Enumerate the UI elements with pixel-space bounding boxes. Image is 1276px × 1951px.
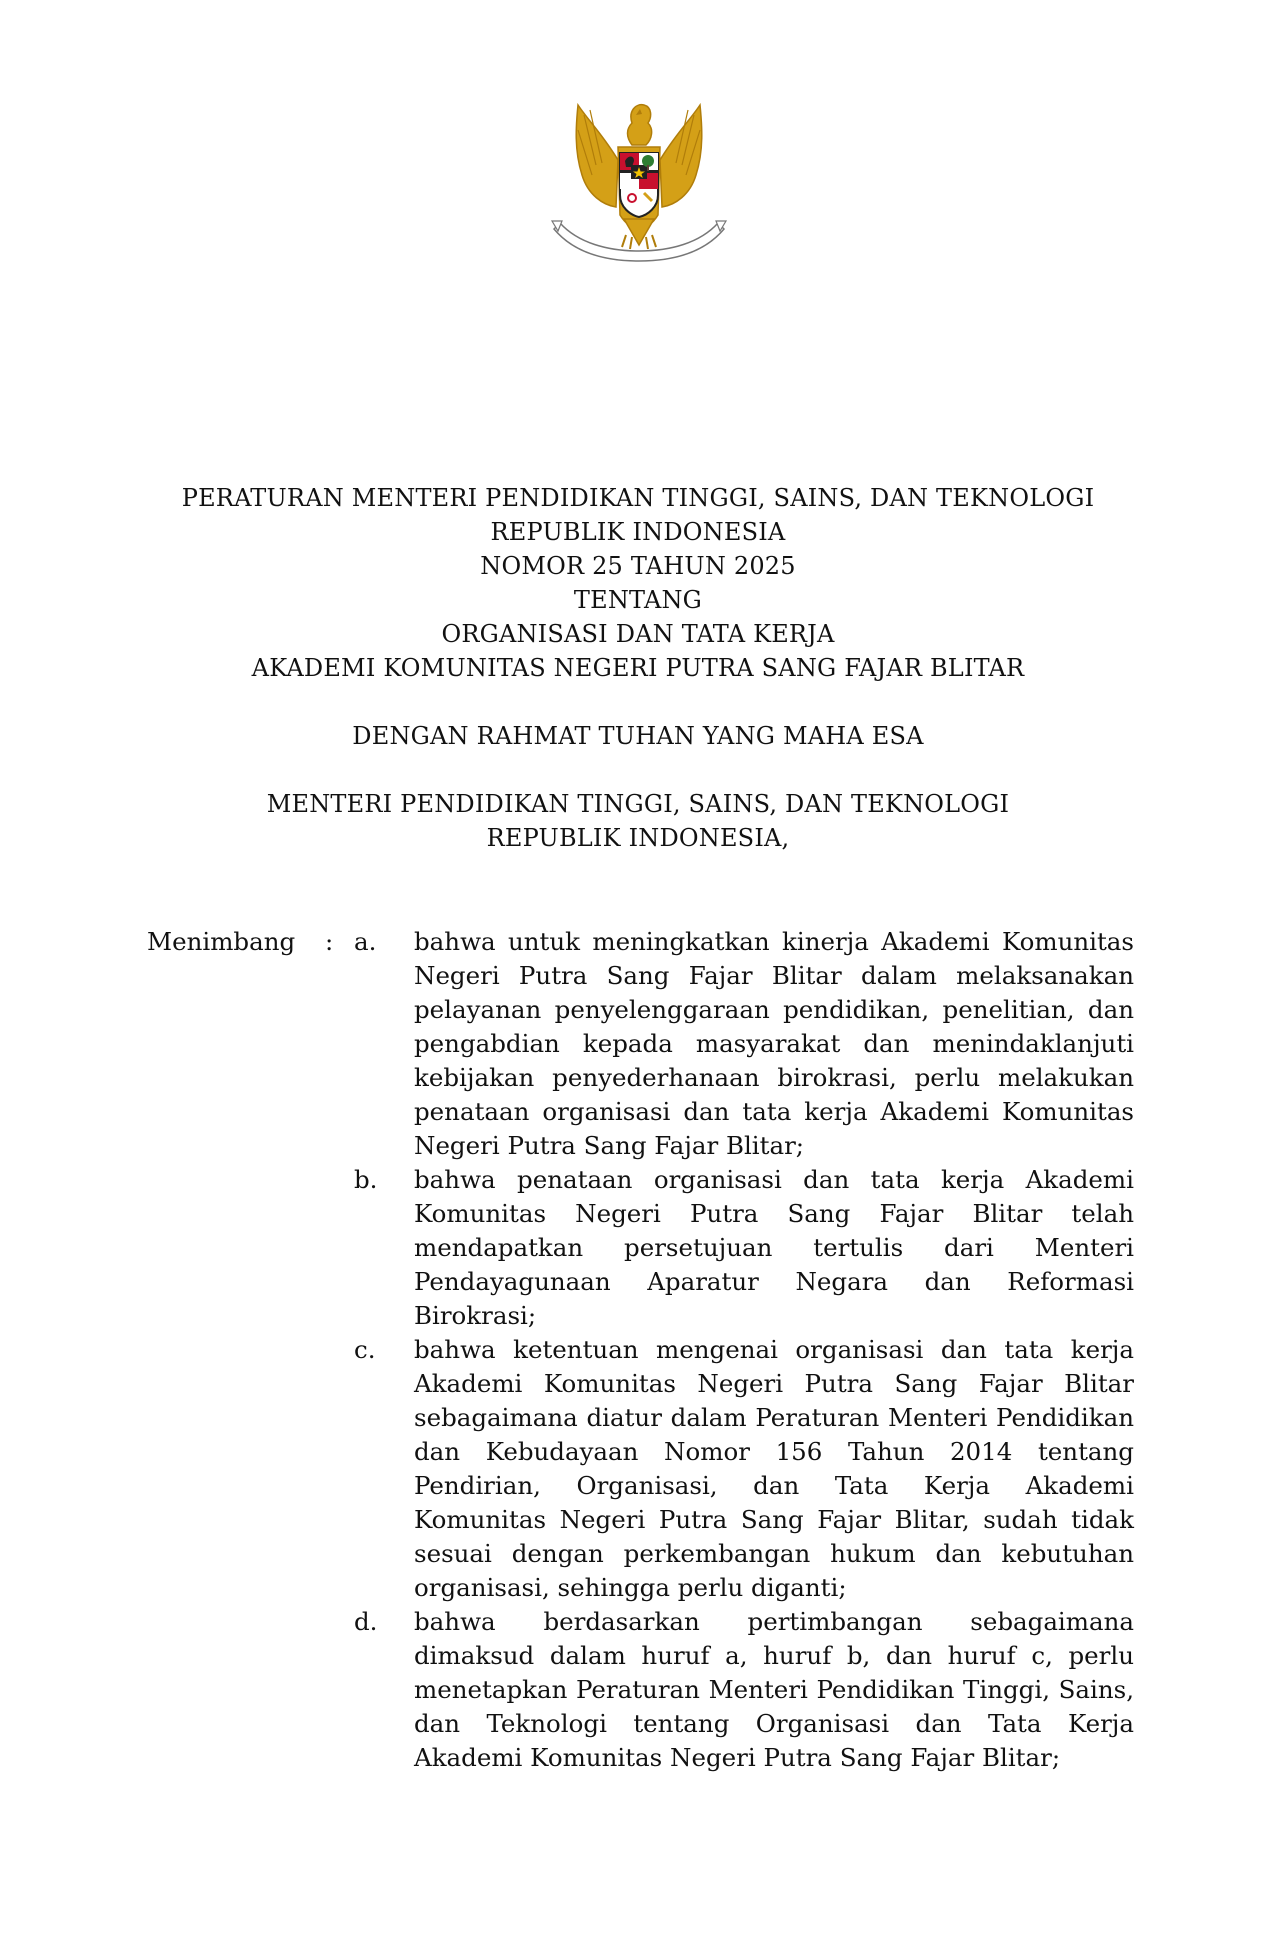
document-header	[0, 481, 1276, 855]
regulation-about-line: TENTANG	[573, 586, 703, 614]
consideration-text: bahwa penataan organisasi dan tata kerja Akademi Komunitas Negeri Putra Sang Fajar Blitar telah mendapatkan persetujuan tertulis dari Menteri Pendayagunaan Aparatur Negara dan Reformasi Birokrasi;	[414, 1165, 1134, 1330]
invocation-line: DENGAN RAHMAT TUHAN YANG MAHA ESA	[352, 722, 924, 750]
consideration-item-c	[354, 1333, 1134, 1605]
regulation-title-line: PERATURAN MENTERI PENDIDIKAN TINGGI, SAINS, DAN TEKNOLOGI	[181, 484, 1095, 512]
consideration-text: bahwa untuk meningkatkan kinerja Akademi Komunitas Negeri Putra Sang Fajar Blitar dalam melaksanakan pelayanan penyelenggaraan pendidikan, penelitian, dan pengabdian kepada masyarakat dan menindaklanjuti kebijakan penyederhanaan birokrasi, perlu melakukan penataan organisasi dan tata kerja Akademi Komunitas Negeri Putra Sang Fajar Blitar;	[414, 927, 1134, 1160]
consideration-item-a	[354, 925, 1134, 1163]
consideration-letter: b.	[354, 1165, 378, 1194]
garuda-emblem-icon	[548, 95, 730, 265]
consideration-letter: a.	[354, 927, 377, 956]
regulation-subject-line: ORGANISASI DAN TATA KERJA	[441, 620, 835, 648]
considerations-list	[354, 925, 1134, 1775]
garuda-emblem	[548, 95, 730, 265]
consideration-item-d	[354, 1605, 1134, 1775]
minister-title-line: MENTERI PENDIDIKAN TINGGI, SAINS, DAN TEKNOLOGI	[266, 790, 1010, 818]
minister-country-line: REPUBLIK INDONESIA,	[486, 824, 790, 852]
regulation-country-line: REPUBLIK INDONESIA	[490, 518, 786, 546]
regulation-institution-line: AKADEMI KOMUNITAS NEGERI PUTRA SANG FAJAR BLITAR	[251, 654, 1025, 682]
consideration-text: bahwa berdasarkan pertimbangan sebagaimana dimaksud dalam huruf a, huruf b, dan huruf c, perlu menetapkan Peraturan Menteri Pendidikan Tinggi, Sains, dan Teknologi tentang Organisasi dan Tata Kerja Akademi Komunitas Negeri Putra Sang Fajar Blitar;	[414, 1607, 1134, 1772]
consideration-text: bahwa ketentuan mengenai organisasi dan tata kerja Akademi Komunitas Negeri Putra Sang Fajar Blitar sebagaimana diatur dalam Peraturan Menteri Pendidikan dan Kebudayaan Nomor 156 Tahun 2014 tentang Pendirian, Organisasi, dan Tata Kerja Akademi Komunitas Negeri Putra Sang Fajar Blitar, sudah tidak sesuai dengan perkembangan hukum dan kebutuhan organisasi, sehingga perlu diganti;	[414, 1335, 1134, 1602]
considerations-colon: :	[325, 927, 334, 956]
considerations-label: Menimbang	[147, 927, 296, 956]
consideration-item-b	[354, 1163, 1134, 1333]
consideration-letter: c.	[354, 1335, 376, 1364]
regulation-number-line: NOMOR 25 TAHUN 2025	[480, 552, 796, 580]
consideration-letter: d.	[354, 1607, 378, 1636]
